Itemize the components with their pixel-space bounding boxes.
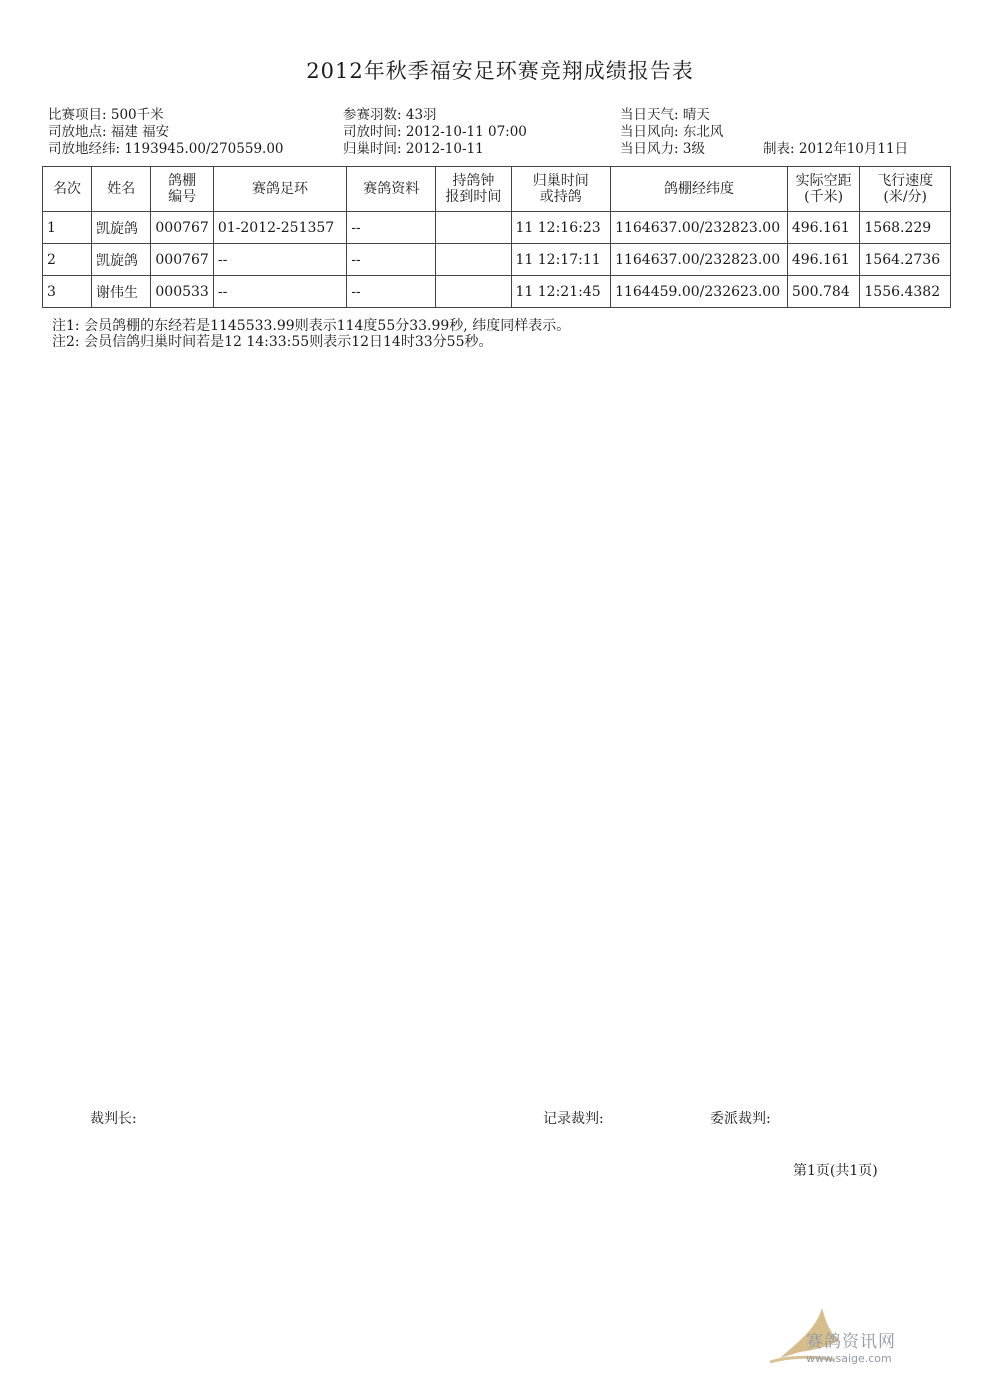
delegated-judge-signature: 委派裁判: bbox=[710, 1111, 771, 1127]
cell-clock-time bbox=[436, 244, 511, 276]
cell-loft-id: 000767 bbox=[151, 212, 213, 244]
table-row bbox=[43, 212, 951, 244]
cell-distance: 500.784 bbox=[787, 276, 860, 308]
release-place-info bbox=[48, 124, 169, 140]
header-ring: 赛鸽足环 bbox=[213, 167, 346, 212]
release-time-value: 2012-10-11 07:00 bbox=[405, 124, 527, 140]
header-loft-id: 鸽棚 编号 bbox=[151, 167, 213, 212]
note-2: 注2: 会员信鸽归巢时间若是12 14:33:55则表示12日14时33分55秒。 bbox=[52, 334, 493, 350]
entries-label: 参赛羽数: bbox=[343, 107, 402, 123]
cell-rank: 2 bbox=[43, 244, 92, 276]
cell-name: 凯旋鸽 bbox=[92, 212, 151, 244]
cell-return-time: 11 12:17:11 bbox=[511, 244, 611, 276]
release-coord-info bbox=[48, 141, 284, 157]
record-judge-signature: 记录裁判: bbox=[543, 1111, 604, 1127]
event-value: 500千米 bbox=[110, 107, 164, 123]
table-row bbox=[43, 276, 951, 308]
wind-force-value: 3级 bbox=[682, 141, 705, 157]
cell-name: 凯旋鸽 bbox=[92, 244, 151, 276]
table-row bbox=[43, 244, 951, 276]
header-clock-time: 持鸽钟 报到时间 bbox=[436, 167, 511, 212]
cell-speed: 1564.2736 bbox=[860, 244, 951, 276]
cell-loft-coord: 1164459.00/232623.00 bbox=[611, 276, 788, 308]
note-1: 注1: 会员鸽棚的东经若是1145533.99则表示114度55分33.99秒, 纬度同样表示。 bbox=[52, 318, 571, 334]
header-pigeon-info: 赛鸽资料 bbox=[347, 167, 436, 212]
cell-pigeon-info: -- bbox=[347, 212, 436, 244]
release-coord-label: 司放地经纬: bbox=[48, 141, 121, 157]
page-indicator: 第1页(共1页) bbox=[793, 1163, 878, 1179]
cell-ring: -- bbox=[213, 276, 346, 308]
header-speed: 飞行速度 (米/分) bbox=[860, 167, 951, 212]
cell-ring: -- bbox=[213, 244, 346, 276]
chief-judge-signature: 裁判长: bbox=[90, 1111, 137, 1127]
release-place-label: 司放地点: bbox=[48, 124, 107, 140]
cell-speed: 1556.4382 bbox=[860, 276, 951, 308]
release-place-value: 福建 福安 bbox=[110, 124, 170, 140]
wind-dir-value: 东北风 bbox=[682, 124, 724, 140]
cell-rank: 3 bbox=[43, 276, 92, 308]
cell-name: 谢伟生 bbox=[92, 276, 151, 308]
cell-loft-coord: 1164637.00/232823.00 bbox=[611, 244, 788, 276]
wind-dir-info bbox=[620, 124, 723, 140]
event-label: 比赛项目: bbox=[48, 107, 107, 123]
cell-distance: 496.161 bbox=[787, 244, 860, 276]
release-time-info bbox=[343, 124, 527, 140]
notes-block bbox=[52, 318, 570, 350]
cell-loft-coord: 1164637.00/232823.00 bbox=[611, 212, 788, 244]
weather-info bbox=[620, 107, 710, 123]
wind-force-info bbox=[620, 141, 705, 157]
cell-clock-time bbox=[436, 276, 511, 308]
cell-pigeon-info: -- bbox=[347, 244, 436, 276]
results-table bbox=[42, 166, 951, 308]
return-time-label: 归巢时间: bbox=[343, 141, 402, 157]
watermark-url: www.saige.com bbox=[806, 1352, 892, 1365]
cell-speed: 1568.229 bbox=[860, 212, 951, 244]
report-title: 2012年秋季福安足环赛竞翔成绩报告表 bbox=[306, 59, 694, 83]
header-loft-coord: 鸽棚经纬度 bbox=[611, 167, 788, 212]
header-rank: 名次 bbox=[43, 167, 92, 212]
return-time-info bbox=[343, 141, 484, 157]
made-label: 制表: bbox=[763, 141, 795, 157]
table-header-row bbox=[43, 167, 951, 212]
weather-value: 晴天 bbox=[682, 107, 710, 123]
header-return-time: 归巢时间 或持鸽 bbox=[511, 167, 611, 212]
release-coord-value: 1193945.00/270559.00 bbox=[124, 141, 284, 157]
cell-pigeon-info: -- bbox=[347, 276, 436, 308]
cell-return-time: 11 12:21:45 bbox=[511, 276, 611, 308]
cell-loft-id: 000767 bbox=[151, 244, 213, 276]
entries-info bbox=[343, 107, 437, 123]
made-value: 2012年10月11日 bbox=[798, 141, 909, 157]
entries-value: 43羽 bbox=[405, 107, 437, 123]
made-date-info bbox=[763, 141, 908, 157]
header-name: 姓名 bbox=[92, 167, 151, 212]
header-distance: 实际空距 (千米) bbox=[787, 167, 860, 212]
cell-return-time: 11 12:16:23 bbox=[511, 212, 611, 244]
wind-force-label: 当日风力: bbox=[620, 141, 679, 157]
release-time-label: 司放时间: bbox=[343, 124, 402, 140]
cell-clock-time bbox=[436, 212, 511, 244]
cell-rank: 1 bbox=[43, 212, 92, 244]
cell-ring: 01-2012-251357 bbox=[213, 212, 346, 244]
watermark-name: 赛鸽资讯网 bbox=[806, 1332, 896, 1352]
cell-distance: 496.161 bbox=[787, 212, 860, 244]
weather-label: 当日天气: bbox=[620, 107, 679, 123]
cell-loft-id: 000533 bbox=[151, 276, 213, 308]
return-time-value: 2012-10-11 bbox=[405, 141, 484, 157]
wind-dir-label: 当日风向: bbox=[620, 124, 679, 140]
event-info bbox=[48, 107, 164, 123]
